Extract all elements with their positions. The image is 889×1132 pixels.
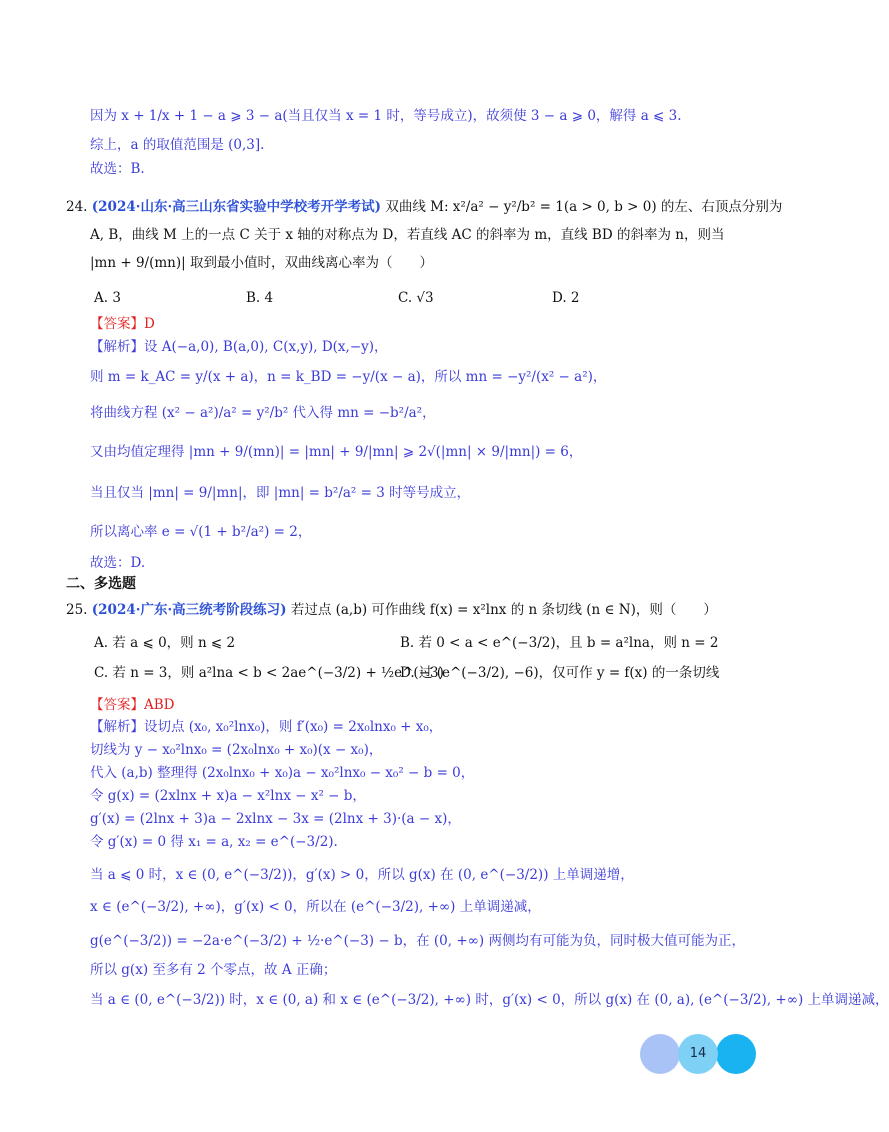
question-number: 25. bbox=[66, 602, 88, 618]
solution-24-line-4: 又由均值定理得 |mn + 9/(mn)| = |mn| + 9/|mn| ⩾ 2√(|mn| × 9/|mn|) = 6， bbox=[90, 444, 583, 460]
option-c: C. √3 bbox=[398, 290, 434, 306]
solution-24-line-6: 所以离心率 e = √(1 + b²/a²) = 2， bbox=[90, 524, 312, 540]
solution-25-line-2: 切线为 y − x₀²lnx₀ = (2x₀lnx₀ + x₀)(x − x₀)， bbox=[90, 742, 383, 758]
answer-tag: 【答案】 bbox=[90, 697, 144, 713]
section-heading: 二、多选题 bbox=[66, 576, 136, 592]
solution-24-line-1 bbox=[90, 338, 388, 356]
solution-text: 设 A(−a,0), B(a,0), C(x,y), D(x,−y)， bbox=[144, 339, 388, 355]
question-24-line-1 bbox=[66, 198, 782, 216]
answer-value: ABD bbox=[144, 697, 175, 713]
solution-25-line-4: 令 g(x) = (2xlnx + x)a − x²lnx − x² − b， bbox=[90, 788, 366, 804]
solution-25-line-5: g′(x) = (2lnx + 3)a − 2xlnx − 3x = (2lnx + 3)·(a − x)， bbox=[90, 811, 461, 827]
answer-value: D bbox=[144, 316, 155, 332]
page-number: 14 bbox=[689, 1046, 707, 1061]
solution-24-line-3: 将曲线方程 (x² − a²)/a² = y²/b² 代入得 mn = −b²/a²， bbox=[90, 405, 436, 421]
option-d: D. 过 (e^(−3/2), −6)，仅可作 y = f(x) 的一条切线 bbox=[400, 665, 720, 681]
option-c: C. 若 n = 3，则 a²lna < b < 2ae^(−3/2) + ½e^(−3) bbox=[94, 665, 444, 681]
option-b: B. 4 bbox=[246, 290, 274, 306]
solution-24-line-7: 故选：D. bbox=[90, 555, 146, 571]
page-number-badge bbox=[640, 1034, 760, 1078]
solution-25-line-9: g(e^(−3/2)) = −2a·e^(−3/2) + ½·e^(−3) − b，在 (0, +∞) 两侧均有可能为负，同时极大值可能为正， bbox=[90, 933, 745, 949]
solution-25-line-11: 当 a ∈ (0, e^(−3/2)) 时，x ∈ (0, a) 和 x ∈ (e^(−3/2), +∞) 时，g′(x) < 0，所以 g(x) 在 (0, a), (e^(−3/2), +∞) 上单调递减， bbox=[90, 992, 889, 1008]
solution-text: 设切点 (x₀, x₀²lnx₀)，则 f′(x₀) = 2x₀lnx₀ + x₀， bbox=[144, 719, 443, 735]
answer-24 bbox=[90, 315, 155, 333]
option-a: A. 3 bbox=[94, 290, 121, 306]
option-b: B. 若 0 < a < e^(−3/2)，且 b = a²lna，则 n = 2 bbox=[400, 635, 719, 651]
question-number: 24. bbox=[66, 199, 88, 215]
option-d: D. 2 bbox=[552, 290, 580, 306]
solution-25-line-1 bbox=[90, 718, 442, 736]
prev-solution-line-2: 综上，a 的取值范围是 (0,3]. bbox=[90, 137, 265, 153]
solution-25-line-6: 令 g′(x) = 0 得 x₁ = a, x₂ = e^(−3/2). bbox=[90, 834, 338, 850]
solution-tag: 【解析】 bbox=[90, 719, 144, 735]
prev-solution-line-3: 故选：B. bbox=[90, 161, 145, 177]
solution-25-line-10: 所以 g(x) 至多有 2 个零点，故 A 正确； bbox=[90, 962, 337, 978]
solution-tag: 【解析】 bbox=[90, 339, 144, 355]
question-text: 双曲线 M: x²/a² − y²/b² = 1(a > 0, b > 0) 的左、右顶点分别为 bbox=[385, 199, 783, 215]
option-a: A. 若 a ⩽ 0，则 n ⩽ 2 bbox=[94, 635, 236, 651]
question-24-line-3: |mn + 9/(mn)| 取到最小值时，双曲线离心率为（ ） bbox=[90, 255, 433, 271]
solution-24-line-5: 当且仅当 |mn| = 9/|mn|，即 |mn| = b²/a² = 3 时等号成立， bbox=[90, 485, 471, 501]
question-24-line-2: A, B，曲线 M 上的一点 C 关于 x 轴的对称点为 D，若直线 AC 的斜率为 m，直线 BD 的斜率为 n，则当 bbox=[90, 227, 725, 243]
answer-tag: 【答案】 bbox=[90, 316, 144, 332]
question-text: 若过点 (a,b) 可作曲线 f(x) = x²lnx 的 n 条切线 (n ∈ N)，则（ ） bbox=[290, 602, 717, 618]
solution-25-line-3: 代入 (a,b) 整理得 (2x₀lnx₀ + x₀)a − x₀²lnx₀ − x₀² − b = 0， bbox=[90, 765, 475, 781]
question-25-line-1 bbox=[66, 601, 717, 619]
decor-circle-left bbox=[640, 1034, 680, 1074]
answer-25 bbox=[90, 696, 175, 714]
question-source: (2024·山东·高三山东省实验中学校考开学考试) bbox=[91, 199, 382, 215]
solution-24-line-2: 则 m = k_AC = y/(x + a)，n = k_BD = −y/(x − a)，所以 mn = −y²/(x² − a²)， bbox=[90, 369, 607, 385]
solution-25-line-7: 当 a ⩽ 0 时，x ∈ (0, e^(−3/2))，g′(x) > 0，所以 g(x) 在 (0, e^(−3/2)) 上单调递增， bbox=[90, 867, 634, 883]
solution-25-line-8: x ∈ (e^(−3/2), +∞)，g′(x) < 0，所以在 (e^(−3/2), +∞) 上单调递减， bbox=[90, 899, 541, 915]
decor-circle-right bbox=[716, 1034, 756, 1074]
question-source: (2024·广东·高三统考阶段练习) bbox=[91, 602, 287, 618]
prev-solution-line-1: 因为 x + 1/x + 1 − a ⩾ 3 − a(当且仅当 x = 1 时，等号成立)，故须使 3 − a ⩾ 0，解得 a ⩽ 3. bbox=[90, 108, 682, 124]
